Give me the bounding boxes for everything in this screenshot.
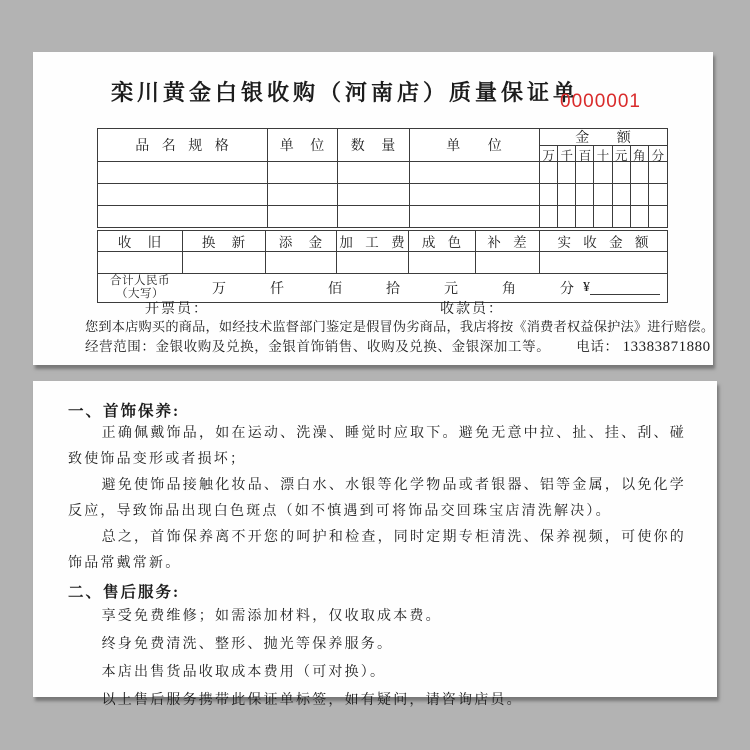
items-table xyxy=(97,128,668,303)
cell-empty xyxy=(98,184,268,205)
exchange-row-empty xyxy=(98,251,667,273)
currency-symbol: ¥ xyxy=(583,280,590,295)
guarantee-statement: 您到本店购买的商品，如经技术监督部门鉴定是假冒伪劣商品，我店将按《消费者权益保护法》进行赔偿。 xyxy=(85,319,715,334)
col-header-processing-fee: 加 工 费 xyxy=(337,231,409,251)
clerk-row xyxy=(33,298,713,316)
cell-amount-empty xyxy=(540,206,667,227)
digit-jiao: 角 xyxy=(631,146,649,161)
exchange-section xyxy=(97,230,668,274)
cell-empty xyxy=(268,206,338,227)
cell-empty xyxy=(410,206,540,227)
col-header-purity: 成 色 xyxy=(409,231,476,251)
cashier-label: 收款员： xyxy=(440,302,504,317)
issuing-clerk-label: 开票员： xyxy=(145,302,209,317)
service-item: 以上售后服务携带此保证单标签，如有疑问，请咨询店员。 xyxy=(101,693,523,708)
amount-digit-headers xyxy=(540,145,667,161)
cell-empty xyxy=(268,184,338,205)
digit-wan: 万 xyxy=(540,146,558,161)
care-instructions-card xyxy=(33,381,717,708)
phone-label: 电话： xyxy=(576,339,619,354)
total-amount-blank-line xyxy=(590,282,660,295)
service-item: 本店出售货品收取成本费用（可对换）。 xyxy=(101,665,387,680)
cell-empty xyxy=(98,162,268,183)
service-item: 终身免费清洗、整形、抛光等保养服务。 xyxy=(101,637,394,652)
care-paragraph: 总之，首饰保养离不开您的呵护和检查，同时定期专柜清洗、保养视频，可使你的饰品常戴常新。 xyxy=(68,530,686,571)
col-header-actual-amount: 实 收 金 额 xyxy=(557,235,650,250)
care-paragraph: 正确佩戴饰品，如在运动、洗澡、睡觉时应取下。避免无意中拉、扯、挂、刮、碰致使饰品变形或者损坏； xyxy=(68,426,686,467)
unit-yuan: 元 xyxy=(444,282,458,297)
unit-shi: 拾 xyxy=(386,282,400,297)
item-row-empty xyxy=(98,183,667,205)
cell-empty xyxy=(410,162,540,183)
items-table-main-section xyxy=(97,128,668,228)
business-scope-text: 经营范围：金银收购及兑换，金银首饰销售、收购及兑换、金银深加工等。 xyxy=(85,339,551,354)
cell-empty xyxy=(98,206,268,227)
col-header-amount xyxy=(540,129,667,161)
item-row-empty xyxy=(98,205,667,227)
digit-qian: 千 xyxy=(558,146,576,161)
cell-amount-empty xyxy=(540,184,667,205)
col-header-product: 品 名 规 格 xyxy=(98,129,268,161)
col-header-add-gold: 添 金 xyxy=(266,231,337,251)
unit-qian: 仟 xyxy=(270,282,284,297)
col-header-difference: 补 差 xyxy=(476,231,540,251)
cell-empty xyxy=(338,184,410,205)
care-paragraph: 避免使饰品接触化妆品、漂白水、水银等化学物品或者银器、铝等金属，以免化学反应，导致饰品出现白色斑点（如不慎遇到可将饰品交回珠宝店清洗解决）。 xyxy=(68,478,686,519)
digit-shi: 十 xyxy=(594,146,612,161)
unit-jiao: 角 xyxy=(502,282,516,297)
serial-number: 0000001 xyxy=(560,91,641,112)
cell-empty xyxy=(338,206,410,227)
cell-empty xyxy=(338,162,410,183)
col-header-buy-old: 收 旧 xyxy=(98,231,183,251)
digit-bai: 百 xyxy=(576,146,594,161)
unit-bai: 佰 xyxy=(328,282,342,297)
table-header-row xyxy=(98,129,667,161)
amount-label: 金 额 xyxy=(575,131,632,146)
item-row-empty xyxy=(98,161,667,183)
total-unit-labels xyxy=(212,278,574,298)
receipt-title: 栾川黄金白银收购（河南店）质量保证单 xyxy=(110,80,579,105)
exchange-header-row xyxy=(98,231,667,251)
cell-amount-empty xyxy=(540,162,667,183)
business-scope-row xyxy=(85,335,711,356)
service-item: 享受免费维修；如需添加材料，仅收取成本费。 xyxy=(101,609,442,624)
total-label: 合计人民币 （大写） xyxy=(110,274,170,300)
service-section-heading: 二、售后服务: xyxy=(68,584,181,601)
digit-yuan: 元 xyxy=(613,146,631,161)
unit-wan: 万 xyxy=(212,282,226,297)
unit-fen: 分 xyxy=(560,282,574,297)
phone-number: 13383871880 xyxy=(622,339,711,355)
care-section-heading: 一、首饰保养: xyxy=(68,403,181,420)
digit-fen: 分 xyxy=(651,149,665,161)
guarantee-receipt-card xyxy=(33,52,713,365)
col-header-unit2: 单 位 xyxy=(410,129,540,161)
cell-empty xyxy=(410,184,540,205)
cell-empty xyxy=(268,162,338,183)
col-header-unit1: 单 位 xyxy=(268,129,338,161)
col-header-exchange-new: 换 新 xyxy=(183,231,266,251)
care-content xyxy=(33,381,717,714)
col-header-quantity: 数 量 xyxy=(338,129,410,161)
